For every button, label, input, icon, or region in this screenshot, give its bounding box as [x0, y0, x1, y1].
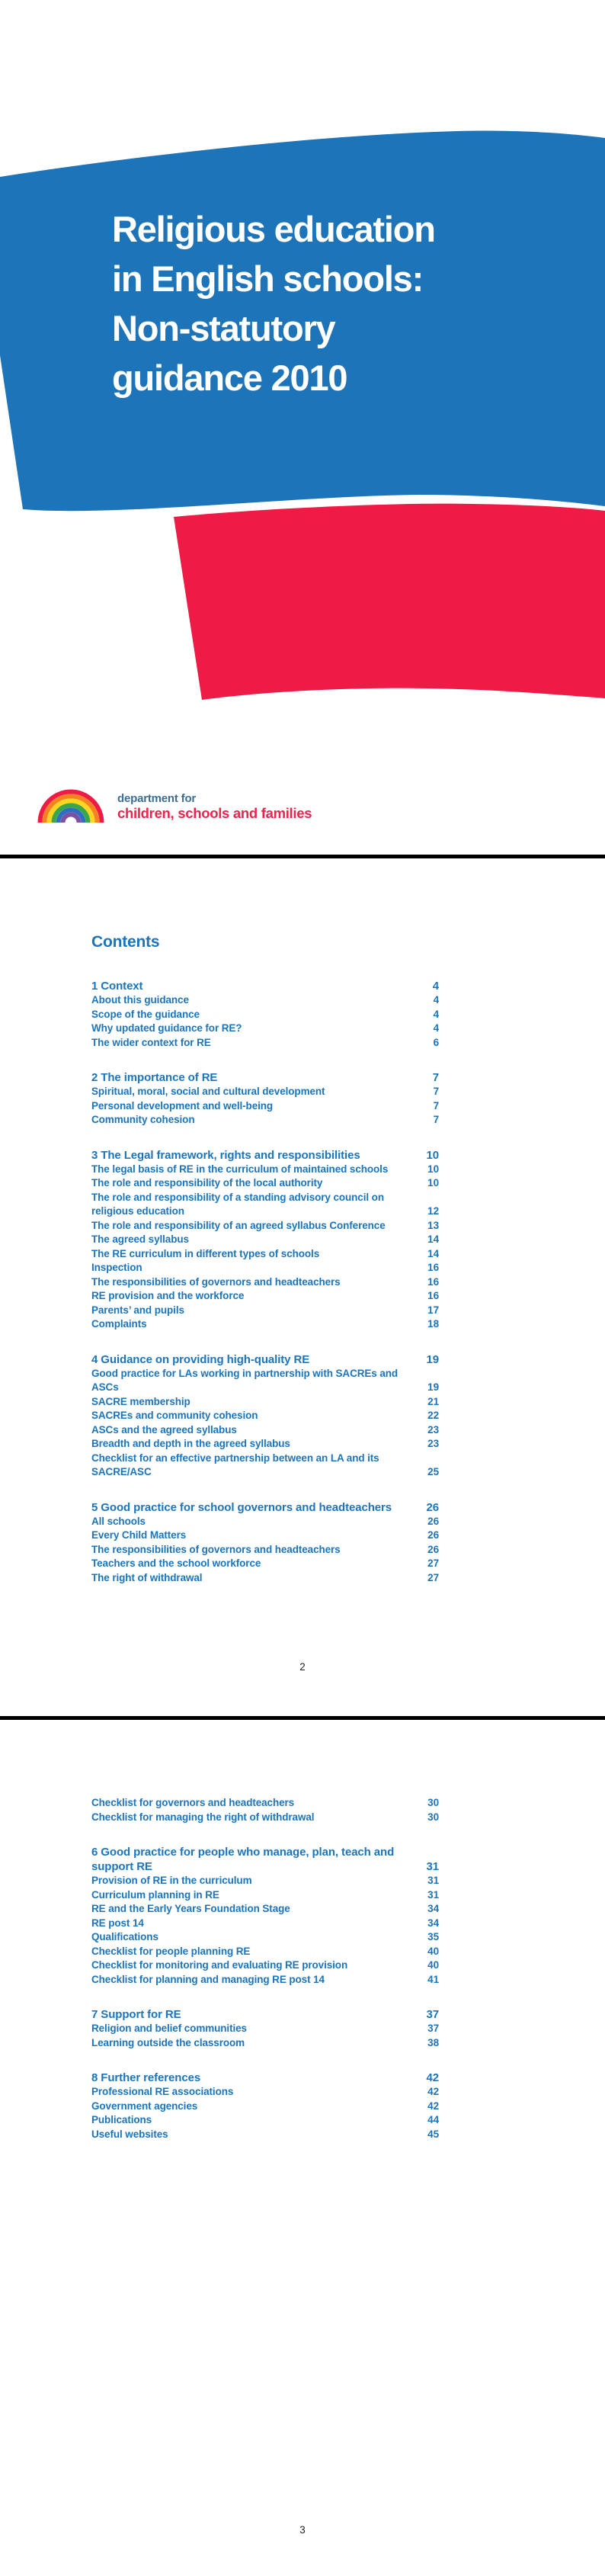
toc-item	[91, 1437, 439, 1452]
toc-item-label: RE provision and the workforce	[91, 1290, 245, 1301]
toc-item-page: 16	[427, 1262, 439, 1273]
cover-title-line: in English schools:	[112, 258, 424, 299]
toc-item	[91, 1796, 439, 1811]
toc-item	[91, 2022, 439, 2036]
toc-list-page-3	[91, 1796, 439, 2162]
toc-item-page: 7	[433, 1114, 439, 1125]
toc-item-label: Provision of RE in the curriculum	[91, 1875, 252, 1886]
toc-item-page: 7	[433, 1086, 439, 1097]
toc-item-label: Checklist for managing the right of withdrawal	[91, 1811, 315, 1823]
dcsf-logo	[37, 784, 312, 823]
toc-item-page: 4	[433, 1008, 439, 1020]
toc-item	[91, 2113, 439, 2128]
toc-item-page: 6	[433, 1036, 439, 1048]
toc-item-label: Government agencies	[91, 2100, 198, 2112]
toc-item	[91, 1888, 439, 1903]
toc-item-label: Useful websites	[91, 2128, 168, 2140]
toc-item	[91, 2085, 439, 2100]
toc-item	[91, 1515, 439, 1529]
contents-heading: Contents	[91, 933, 160, 951]
toc-item	[91, 1022, 439, 1036]
toc-section	[91, 1070, 439, 1128]
toc-item	[91, 1113, 439, 1128]
toc-item-label: Parents’ and pupils	[91, 1304, 184, 1316]
toc-item-page: 45	[427, 2128, 439, 2140]
toc-item-page: 31	[427, 1875, 439, 1886]
toc-item-page: 19	[426, 1352, 439, 1366]
red-banner-shape	[174, 504, 605, 700]
toc-section	[91, 1845, 439, 1987]
toc-item-page: 23	[427, 1423, 439, 1436]
page-number: 2	[299, 1661, 306, 1673]
toc-item	[91, 1367, 439, 1395]
toc-item-page: 22	[427, 1410, 439, 1421]
toc-item-page: 31	[426, 1860, 439, 1873]
toc-item-label: Every Child Matters	[91, 1529, 187, 1541]
toc-item	[91, 1233, 439, 1247]
toc-item-page: 30	[427, 1811, 439, 1823]
toc-item	[91, 1275, 439, 1290]
toc-item-label: Curriculum planning in RE	[91, 1888, 219, 1901]
toc-item-page: 26	[426, 1500, 439, 1514]
toc-item-page: 4	[433, 1022, 439, 1034]
toc-item-label: SACRE membership	[91, 1395, 190, 1407]
logo-department-for: department for	[117, 792, 197, 805]
toc-item-label: Checklist for people planning RE	[91, 1945, 251, 1957]
toc-section-heading	[91, 2071, 439, 2085]
toc-item-label: Why updated guidance for RE?	[91, 1022, 242, 1034]
toc-item-label: ASCs and the agreed syllabus	[91, 1423, 237, 1436]
logo-children-schools-families: children, schools and families	[117, 805, 312, 821]
toc-item	[91, 1930, 439, 1945]
toc-item-label: 2 The importance of RE	[91, 1071, 218, 1084]
toc-item	[91, 1219, 439, 1233]
toc-item-label: Religion and belief communities	[91, 2023, 247, 2034]
toc-item-label: Breadth and depth in the agreed syllabus	[91, 1438, 290, 1449]
toc-item	[91, 1557, 439, 1571]
toc-section	[91, 979, 439, 1050]
toc-item-page: 40	[427, 1945, 439, 1957]
toc-section-heading	[91, 1070, 439, 1085]
toc-item-page: 34	[427, 1903, 439, 1914]
cover-title-line: Religious education	[112, 209, 435, 249]
toc-item-label: Complaints	[91, 1318, 147, 1330]
toc-item-label: Teachers and the school workforce	[91, 1557, 261, 1569]
toc-item-page: 18	[427, 1318, 439, 1330]
toc-item-label: RE and the Early Years Foundation Stage	[91, 1903, 290, 1914]
toc-item-label: Professional RE associations	[91, 2086, 234, 2097]
toc-item-page: 44	[427, 2114, 439, 2125]
toc-item	[91, 1099, 439, 1114]
toc-item	[91, 1317, 439, 1332]
toc-item	[91, 1917, 439, 1931]
toc-item	[91, 1247, 439, 1262]
toc-item	[91, 1543, 439, 1557]
toc-list-page-2	[91, 979, 439, 1606]
toc-item	[91, 2036, 439, 2051]
cover-title	[112, 204, 435, 403]
toc-item	[91, 1261, 439, 1275]
toc-item	[91, 1529, 439, 1543]
toc-item-page: 14	[427, 1247, 439, 1259]
toc-item	[91, 1958, 439, 1973]
toc-item-label: Community cohesion	[91, 1114, 195, 1125]
toc-item	[91, 1289, 439, 1304]
toc-item	[91, 1085, 439, 1099]
toc-item	[91, 1811, 439, 1825]
toc-item-page: 31	[427, 1888, 439, 1901]
toc-item-page: 4	[432, 980, 439, 993]
toc-item-label: Spiritual, moral, social and cultural development	[91, 1086, 325, 1097]
toc-section-heading	[91, 979, 439, 993]
toc-section-heading	[91, 1845, 439, 1874]
toc-item-page: 10	[427, 1163, 439, 1175]
toc-item	[91, 1945, 439, 1959]
toc-item	[91, 2128, 439, 2142]
toc-section-heading	[91, 1352, 439, 1367]
toc-item-page: 37	[427, 2023, 439, 2034]
dcsf-logo-text	[117, 793, 312, 823]
toc-item-page: 10	[426, 1148, 439, 1162]
toc-section-heading	[91, 2007, 439, 2022]
toc-item-label: The right of withdrawal	[91, 1571, 203, 1583]
toc-item-label: RE post 14	[91, 1917, 144, 1929]
toc-item-page: 27	[427, 1571, 439, 1583]
toc-item-label: 6 Good practice for people who manage, plan, teach and support RE	[91, 1846, 395, 1873]
toc-item-page: 42	[426, 2071, 439, 2084]
toc-item-page: 26	[427, 1529, 439, 1541]
toc-item-page: 38	[427, 2036, 439, 2048]
toc-item	[91, 1571, 439, 1586]
toc-section	[91, 1148, 439, 1332]
toc-item-page: 23	[427, 1438, 439, 1449]
page-divider	[0, 1716, 605, 1720]
toc-item-label: Checklist for an effective partnership between an LA and its SACRE/ASC	[91, 1452, 379, 1477]
rainbow-icon	[37, 784, 104, 823]
toc-item	[91, 1452, 439, 1480]
toc-item-page: 13	[427, 1219, 439, 1231]
toc-item-page: 26	[427, 1543, 439, 1555]
toc-item	[91, 1191, 439, 1219]
toc-item-label: The legal basis of RE in the curriculum of maintained schools	[91, 1163, 389, 1175]
toc-item-page: 21	[427, 1395, 439, 1407]
toc-item-page: 10	[427, 1177, 439, 1189]
toc-item-page: 27	[427, 1557, 439, 1569]
toc-item-label: Publications	[91, 2114, 152, 2125]
page-number: 3	[299, 2524, 306, 2536]
toc-item-label: The agreed syllabus	[91, 1233, 189, 1245]
toc-item	[91, 1874, 439, 1888]
toc-item-page: 35	[427, 1931, 439, 1942]
toc-item-label: Checklist for governors and headteachers	[91, 1797, 295, 1808]
toc-item-page: 4	[433, 994, 439, 1006]
toc-item-label: 5 Good practice for school governors and headteachers	[91, 1500, 392, 1514]
toc-section	[91, 1500, 439, 1586]
toc-item-label: Learning outside the classroom	[91, 2036, 245, 2048]
toc-item-page: 37	[426, 2008, 439, 2021]
toc-item-label: Scope of the guidance	[91, 1008, 200, 1020]
toc-item-label: Checklist for monitoring and evaluating RE provision	[91, 1959, 348, 1971]
toc-item-label: Personal development and well-being	[91, 1099, 274, 1112]
toc-item-page: 42	[427, 2100, 439, 2112]
toc-item-label: 7 Support for RE	[91, 2008, 181, 2021]
toc-section-heading	[91, 1148, 439, 1163]
toc-item	[91, 1036, 439, 1051]
toc-item	[91, 1409, 439, 1423]
toc-item-label: Qualifications	[91, 1931, 158, 1942]
toc-item-page: 14	[427, 1233, 439, 1245]
toc-item-page: 30	[427, 1797, 439, 1808]
toc-item	[91, 2100, 439, 2114]
toc-item-page: 16	[427, 1275, 439, 1288]
toc-item-label: The role and responsibility of a standing advisory council on religious education	[91, 1191, 384, 1217]
toc-item-page: 40	[427, 1959, 439, 1971]
toc-item-label: 1 Context	[91, 980, 143, 993]
toc-item-page: 12	[427, 1205, 439, 1217]
toc-item	[91, 993, 439, 1008]
toc-item	[91, 1008, 439, 1022]
toc-item-page: 16	[427, 1290, 439, 1301]
toc-item	[91, 1176, 439, 1191]
toc-item-page: 25	[427, 1466, 439, 1477]
toc-item-label: 8 Further references	[91, 2071, 201, 2084]
toc-item-label: Good practice for LAs working in partnership with SACREs and ASCs	[91, 1367, 399, 1393]
toc-item	[91, 1304, 439, 1318]
toc-item-label: All schools	[91, 1515, 146, 1527]
page-divider	[0, 855, 605, 858]
toc-item-page: 42	[427, 2086, 439, 2097]
toc-section	[91, 1352, 439, 1480]
toc-section-heading	[91, 1500, 439, 1515]
toc-item-label: The responsibilities of governors and headteachers	[91, 1275, 341, 1288]
toc-item-label: The role and responsibility of an agreed syllabus Conference	[91, 1219, 386, 1231]
toc-item-page: 34	[427, 1917, 439, 1929]
toc-item-label: The RE curriculum in different types of schools	[91, 1247, 320, 1259]
cover-title-line: guidance 2010	[112, 358, 347, 398]
toc-item-label: The wider context for RE	[91, 1036, 211, 1048]
toc-item	[91, 1395, 439, 1410]
toc-item-label: Checklist for planning and managing RE post 14	[91, 1973, 325, 1985]
toc-item	[91, 1902, 439, 1917]
toc-item-label: About this guidance	[91, 994, 189, 1006]
toc-item-page: 19	[427, 1381, 439, 1393]
toc-item-label: The role and responsibility of the local authority	[91, 1177, 323, 1189]
toc-item-page: 26	[427, 1515, 439, 1527]
toc-item	[91, 1423, 439, 1438]
toc-item-page: 41	[427, 1973, 439, 1985]
toc-item-page: 7	[433, 1099, 439, 1112]
toc-item-label: 4 Guidance on providing high-quality RE	[91, 1352, 310, 1366]
toc-item-label: Inspection	[91, 1262, 142, 1273]
cover-title-line: Non-statutory	[112, 308, 335, 348]
toc-item-page: 7	[432, 1071, 439, 1084]
toc-item	[91, 1973, 439, 1987]
toc-item-label: The responsibilities of governors and headteachers	[91, 1543, 341, 1555]
toc-item-label: SACREs and community cohesion	[91, 1410, 258, 1421]
toc-section	[91, 2071, 439, 2141]
toc-section	[91, 2007, 439, 2050]
toc-section	[91, 1796, 439, 1824]
toc-item-page: 17	[427, 1304, 439, 1316]
toc-item	[91, 1163, 439, 1177]
toc-item-label: 3 The Legal framework, rights and responsibilities	[91, 1148, 360, 1162]
